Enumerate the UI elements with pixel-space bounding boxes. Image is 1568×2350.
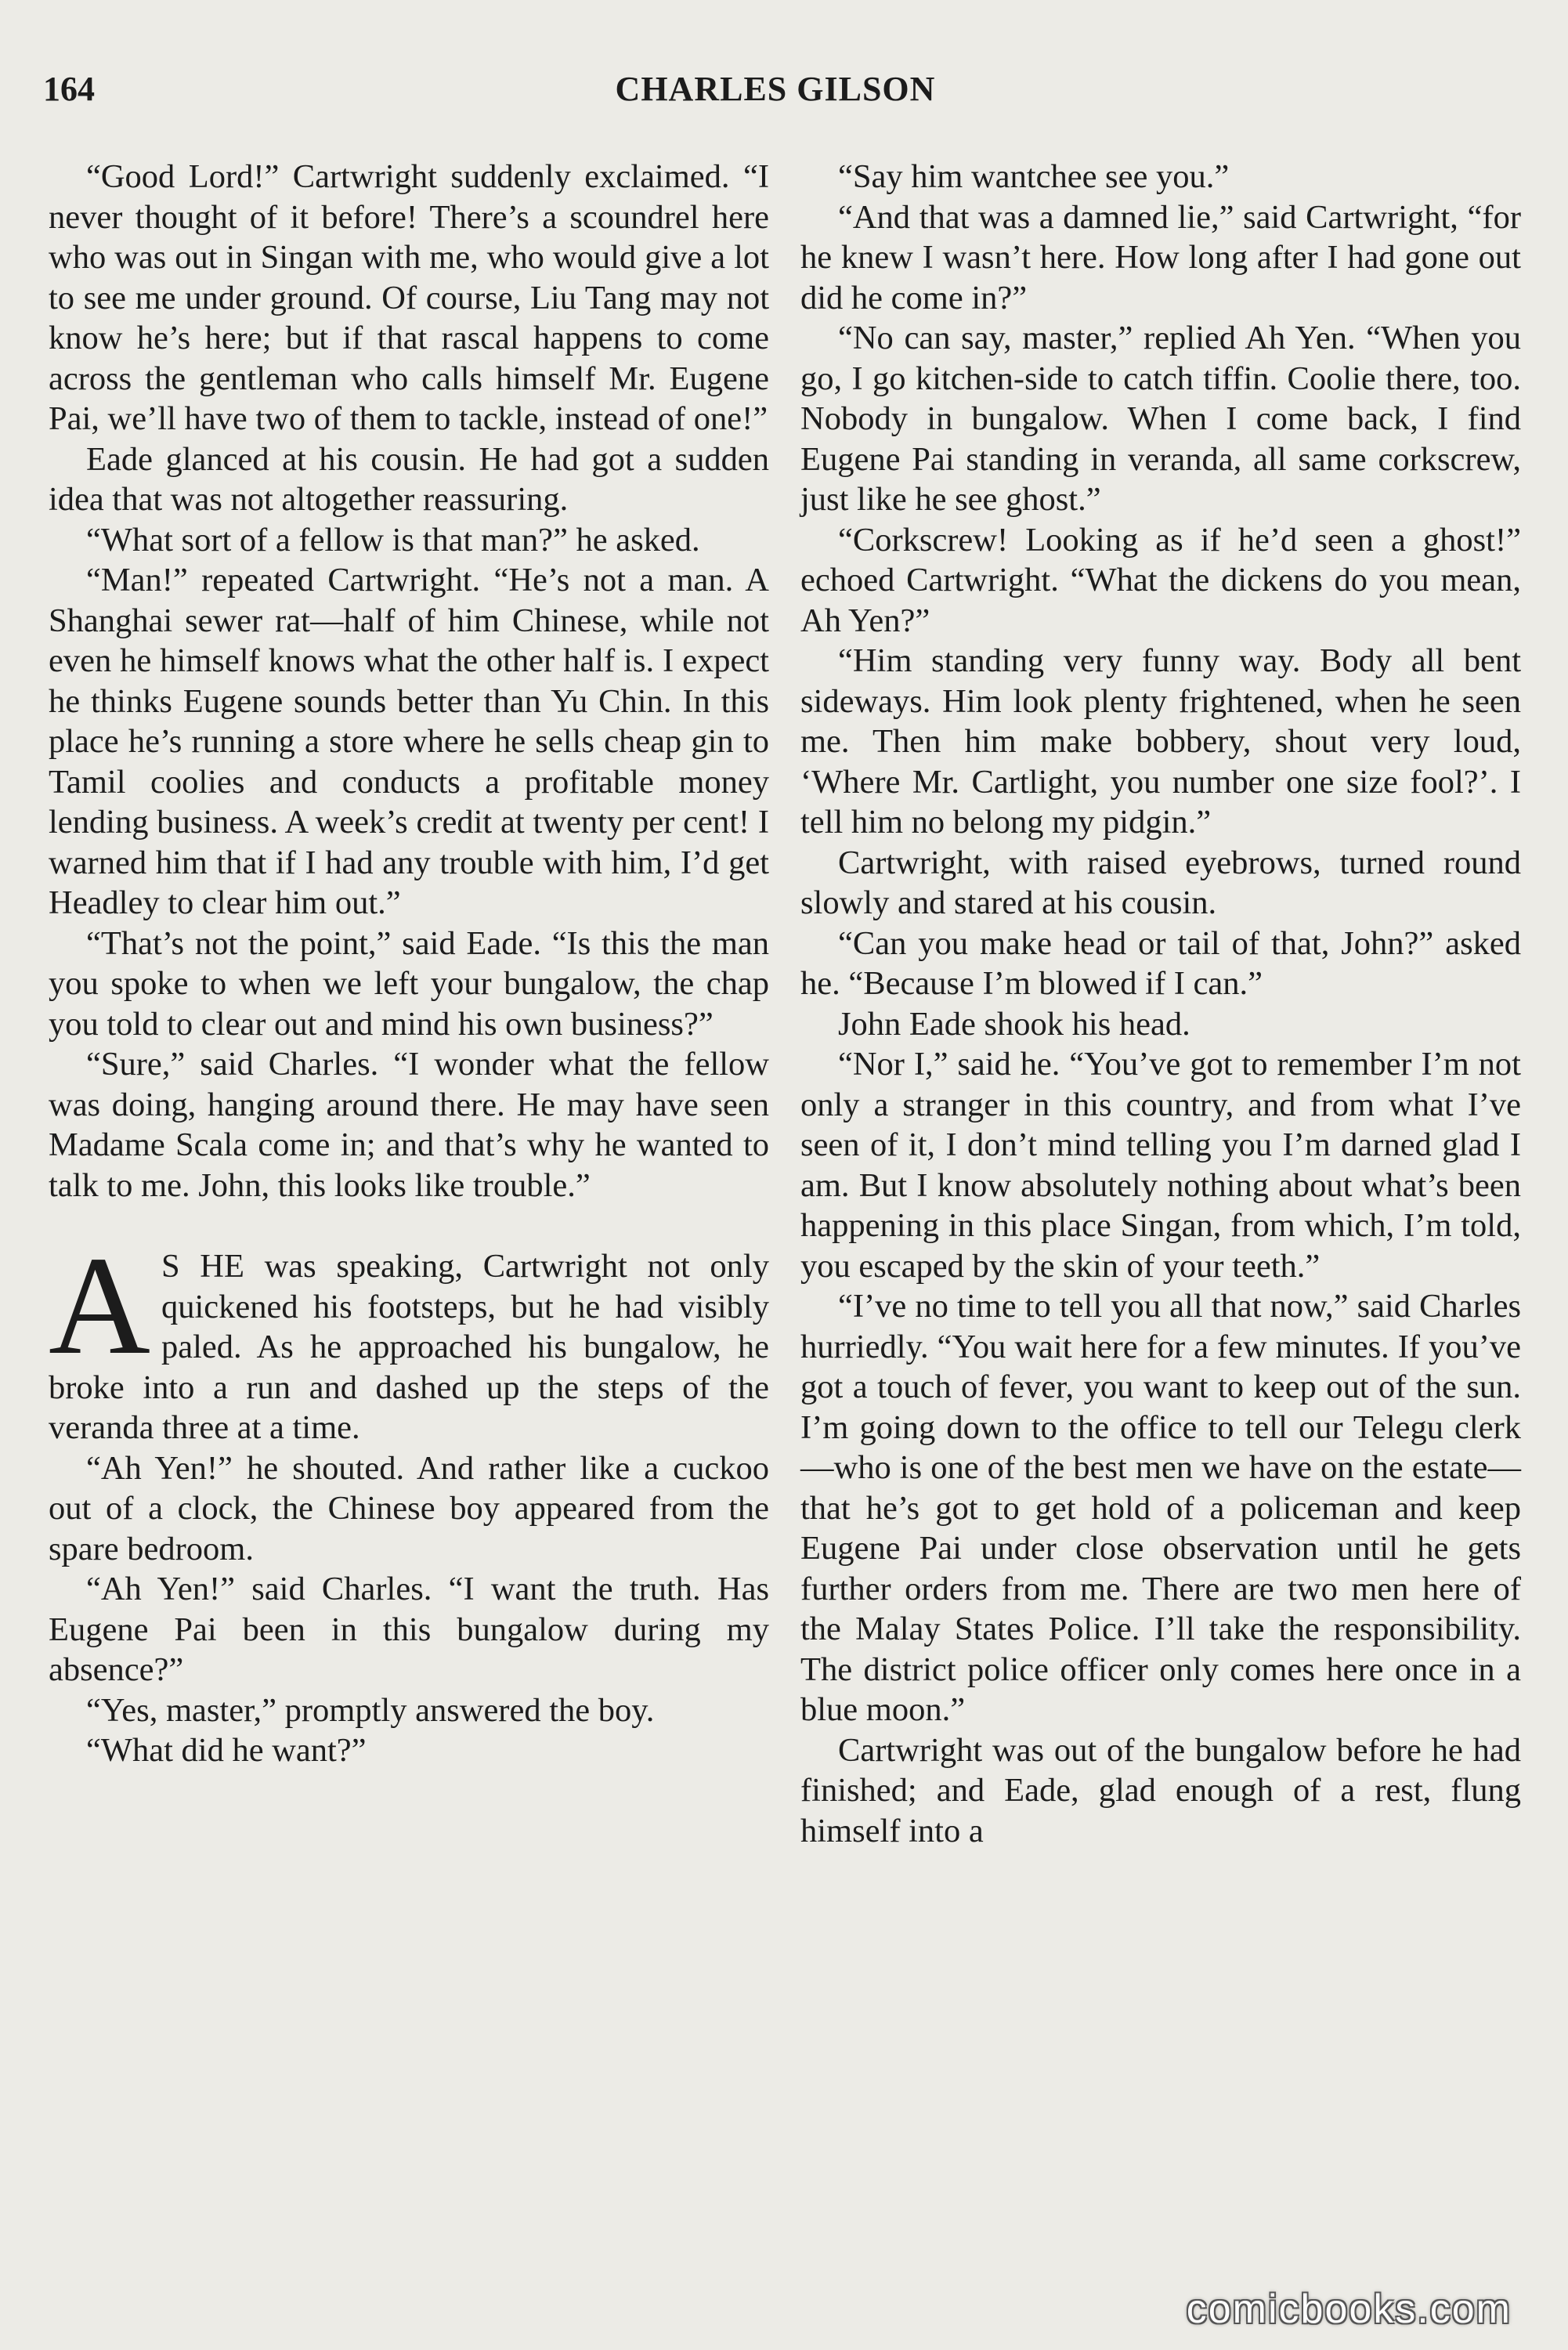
paragraph: “That’s not the point,” said Eade. “Is this the man you spoke to when we left your bungalow, the chap you told to clear out and mind his own business?”: [49, 924, 769, 1043]
page-header: [43, 69, 1508, 124]
section-opening-paragraph: [49, 1227, 769, 1448]
page-number: 164: [43, 70, 95, 108]
paragraph-text: S HE was speaking, Cartwright not only quickened his footsteps, but he had visibly paled. As he approached his bungalow, he broke into a run and dashed up the steps of the veranda three at a time.: [49, 1248, 769, 1446]
paragraph: “Good Lord!” Cartwright suddenly exclaimed. “I never thought of it before! There’s a scoundrel here who was out in Singan with me, who would give a lot to see me under ground. Of course, Liu Tang may not know he’s here; but if that rascal happens to come across the gentleman who calls himself Mr. Eugene Pai, we’ll have two of them to tackle, instead of one!”: [49, 158, 769, 437]
paragraph: “What sort of a fellow is that man?” he asked.: [86, 521, 700, 559]
paragraph: “Him standing very funny way. Body all bent sideways. Him look plenty frightened, when he seen me. Then him make bobbery, shout very loud, ‘Where Mr. Cartlight, you number one size fool?’. I tell him no belong my pidgin.”: [800, 642, 1521, 841]
paragraph: “Corkscrew! Looking as if he’d seen a ghost!” echoed Cartwright. “What the dickens do you mean, Ah Yen?”: [800, 521, 1521, 639]
paragraph: “Ah Yen!” he shouted. And rather like a cuckoo out of a clock, the Chinese boy appeared from the spare bedroom.: [49, 1449, 769, 1567]
paragraph: “Man!” repeated Cartwright. “He’s not a man. A Shanghai sewer rat—half of him Chinese, while not even he himself knows what the other half is. I expect he thinks Eugene sounds better than Yu Chin. In this place he’s running a store where he sells cheap gin to Tamil coolies and conducts a profitable money lending business. A week’s credit at twenty per cent! I warned him that if I had any trouble with him, I’d get Headley to clear him out.”: [49, 562, 769, 921]
paragraph: “Yes, master,” promptly answered the boy.: [86, 1691, 655, 1729]
paragraph: Cartwright, with raised eyebrows, turned round slowly and stared at his cousin.: [800, 844, 1521, 921]
paragraph: “And that was a damned lie,” said Cartwright, “for he knew I wasn’t here. How long after I had gone out did he come in?”: [800, 198, 1521, 316]
paragraph: John Eade shook his head.: [838, 1005, 1190, 1043]
paragraph: “Ah Yen!” said Charles. “I want the truth. Has Eugene Pai been in this bungalow during my absence?”: [49, 1571, 769, 1688]
left-column: [49, 157, 769, 1771]
paragraph: Eade glanced at his cousin. He had got a sudden idea that was not altogether reassuring.: [49, 440, 769, 518]
drop-cap: A: [49, 1227, 150, 1383]
paragraph: “Sure,” said Charles. “I wonder what the fellow was doing, hanging around there. He may have seen Madame Scala come in; and that’s why he wanted to talk to me. John, this looks like trouble.”: [49, 1046, 769, 1204]
paragraph: “Say him wantchee see you.”: [838, 158, 1230, 195]
paragraph: “No can say, master,” replied Ah Yen. “When you go, I go kitchen-side to catch tiffin. Coolie there, too. Nobody in bungalow. When I come back, I find Eugene Pai standing in veranda, all same corkscrew, just like he see ghost.”: [800, 320, 1521, 518]
paragraph: “I’ve no time to tell you all that now,” said Charles hurriedly. “You wait here for a few minutes. If you’ve got a touch of fever, you want to keep out of the sun. I’m going down to the office to tell our Telegu clerk—who is one of the best men we have on the estate—that he’s got to get hold of a policeman and keep Eugene Pai under close observation until he gets further orders from me. There are two men here of the Malay States Police. I’ll take the responsibility. The district police officer only comes here once in a blue moon.”: [800, 1288, 1521, 1728]
paragraph: “What did he want?”: [86, 1732, 367, 1769]
right-column: [800, 157, 1521, 1851]
paragraph: Cartwright was out of the bungalow before he had finished; and Eade, glad enough of a rest, flung himself into a: [800, 1731, 1521, 1849]
paragraph: “Can you make head or tail of that, John?” asked he. “Because I’m blowed if I can.”: [800, 924, 1521, 1002]
paragraph: “Nor I,” said he. “You’ve got to remember I’m not only a stranger in this country, and from what I’ve seen of it, I don’t mind telling you I’m darned glad I am. But I know absolutely nothing about what’s been happening in this place Singan, from which, I’m told, you escaped by the skin of your teeth.”: [800, 1046, 1521, 1285]
running-head: CHARLES GILSON: [615, 70, 936, 108]
watermark: comicbooks.com: [1186, 2287, 1512, 2332]
